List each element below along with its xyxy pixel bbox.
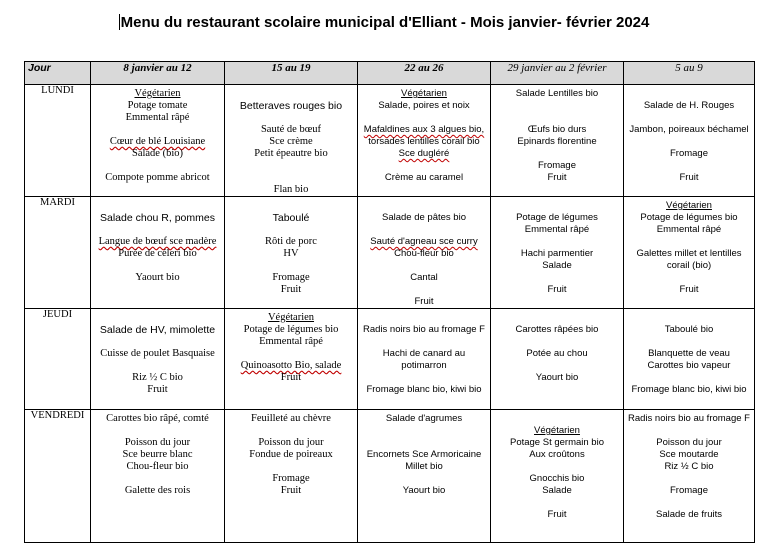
menu-line: Fruit [280, 372, 302, 383]
menu-line: Poisson du jour [656, 437, 722, 448]
menu-line: Salade [542, 485, 572, 496]
menu-line: Potage de légumes bio [243, 324, 339, 335]
menu-line: Potage de légumes bio [640, 212, 738, 223]
menu-line [91, 473, 224, 485]
menu-cell [91, 85, 225, 197]
menu-line: Carottes bio vapeur [647, 360, 731, 371]
menu-line: Galettes millet et lentilles [636, 248, 742, 259]
menu-line: Petit épeautre bio [254, 148, 328, 159]
menu-line: Potage St germain bio [509, 437, 604, 448]
menu-line: Aux croûtons [529, 449, 585, 460]
menu-line [91, 124, 224, 136]
menu-line [624, 336, 754, 348]
menu-line [91, 360, 224, 372]
table-row [25, 309, 755, 410]
menu-line [624, 136, 754, 148]
menu-line: Salade de H. Rouges [643, 100, 735, 111]
menu-line: Salade d'agrumes [385, 413, 463, 424]
menu-line: Fromage [272, 473, 310, 484]
menu-line [358, 160, 490, 172]
menu-line: Fromage blanc bio, kiwi bio [366, 384, 482, 395]
menu-line: Fruit [679, 172, 699, 183]
menu-line: Cœur de blé Louisiane [109, 136, 206, 147]
menu-line: Betteraves rouges bio [239, 100, 343, 112]
menu-cell [358, 85, 491, 197]
menu-line [91, 224, 224, 236]
menu-line: Salade Lentilles bio [515, 88, 599, 99]
menu-cell [358, 197, 491, 309]
menu-line [225, 461, 357, 473]
menu-line: Fondue de poireaux [249, 449, 333, 460]
menu-line [491, 272, 623, 284]
menu-line: Fruit [547, 284, 567, 295]
menu-line [358, 473, 490, 485]
menu-line [624, 497, 754, 509]
menu-line [225, 224, 357, 236]
menu-line [491, 148, 623, 160]
menu-line: Fruit [147, 384, 168, 395]
header-week-1: 8 janvier au 12 [91, 62, 225, 85]
menu-line: Salade, poires et noix [378, 100, 470, 111]
menu-line [358, 284, 490, 296]
menu-line [624, 272, 754, 284]
menu-line [225, 172, 357, 184]
menu-cell [225, 197, 358, 309]
menu-line [91, 312, 224, 324]
table-row [25, 197, 755, 309]
menu-line: Cuisse de poulet Basquaise [100, 348, 215, 359]
menu-line: Emmental râpé [656, 224, 722, 235]
menu-cell [91, 309, 225, 410]
menu-line [225, 112, 357, 124]
menu-line: Flan bio [273, 184, 309, 195]
page-title: Menu du restaurant scolaire municipal d'Elliant - Mois janvier- février 2024 [0, 14, 768, 31]
menu-line [358, 112, 490, 124]
menu-cell [91, 197, 225, 309]
header-jour: Jour [25, 62, 91, 85]
menu-cell [358, 410, 491, 543]
menu-line: Chou-fleur bio [126, 461, 189, 472]
menu-line [624, 312, 754, 324]
menu-line: Salade de fruits [655, 509, 722, 520]
menu-cell [225, 85, 358, 197]
menu-line [624, 236, 754, 248]
menu-line: Emmental râpé [259, 336, 323, 347]
menu-line: Salade (bio) [131, 148, 184, 159]
menu-line [358, 425, 490, 437]
header-week-4: 29 janvier au 2 février [491, 62, 624, 85]
day-label-vendredi: VENDREDI [25, 410, 91, 543]
header-week-3: 22 au 26 [358, 62, 491, 85]
menu-line: corail (bio) [666, 260, 712, 271]
menu-line: Yaourt bio [402, 485, 446, 496]
menu-line: Taboulé [272, 212, 310, 224]
menu-line: Fruit [414, 296, 434, 307]
menu-line: Mafaldines aux 3 algues bio, [363, 124, 485, 135]
menu-line [225, 348, 357, 360]
menu-line: Chou-fleur bio [394, 248, 454, 259]
menu-line [491, 100, 623, 112]
menu-line: Radis noirs bio au fromage F [363, 324, 485, 335]
menu-line: HV [283, 248, 299, 259]
menu-cell [225, 309, 358, 410]
table-row [25, 410, 755, 543]
menu-line: Encornets Sce Armoricaine [366, 449, 482, 460]
menu-line [624, 473, 754, 485]
menu-line: Compote pomme abricot [105, 172, 210, 183]
menu-line [358, 312, 490, 324]
menu-line [91, 425, 224, 437]
menu-line [624, 88, 754, 100]
menu-line [358, 200, 490, 212]
day-label-mardi: MARDI [25, 197, 91, 309]
menu-line: Végétarien [401, 88, 447, 99]
menu-line: Fromage [669, 485, 708, 496]
menu-line [624, 160, 754, 172]
menu-line: Taboulé bio [664, 324, 714, 335]
menu-line [358, 437, 490, 449]
table-row [25, 85, 755, 197]
menu-line: Fruit [280, 284, 302, 295]
menu-line: Jambon, poireaux béchamel [629, 124, 749, 135]
menu-line [491, 413, 623, 425]
menu-line: Galette des rois [124, 485, 191, 496]
menu-line [491, 336, 623, 348]
menu-cell [491, 309, 624, 410]
menu-line: Carottes bio râpé, comté [106, 413, 209, 424]
menu-cell [491, 85, 624, 197]
header-week-2: 15 au 19 [225, 62, 358, 85]
menu-line: Carottes râpées bio [515, 324, 599, 335]
menu-line: Purée de céleri bio [118, 248, 197, 259]
menu-line [491, 497, 623, 509]
menu-cell [358, 309, 491, 410]
menu-line: Salade [542, 260, 572, 271]
menu-line: Feuilleté au chèvre [251, 413, 331, 424]
menu-line: Epinards florentine [517, 136, 597, 147]
menu-line: Végétarien [666, 200, 712, 211]
menu-line: potimarron [401, 360, 447, 371]
menu-line [491, 112, 623, 124]
menu-table [24, 61, 755, 543]
menu-line [225, 160, 357, 172]
menu-line: Emmental râpé [524, 224, 590, 235]
menu-line: Yaourt bio [135, 272, 180, 283]
menu-line: Langue de bœuf sce madère [98, 236, 217, 247]
menu-line: Crème au caramel [384, 172, 464, 183]
menu-line [624, 372, 754, 384]
menu-line: Salade de HV, mimolette [99, 324, 216, 336]
menu-line: Fromage [537, 160, 576, 171]
menu-line: Riz ½ C bio [132, 372, 183, 383]
menu-line [225, 425, 357, 437]
header-row [25, 62, 755, 85]
menu-line [491, 200, 623, 212]
menu-line: Sauté de bœuf [260, 124, 322, 135]
menu-line [225, 200, 357, 212]
menu-line: Fruit [547, 172, 567, 183]
menu-line [624, 425, 754, 437]
menu-cell [491, 410, 624, 543]
menu-line: Hachi parmentier [520, 248, 594, 259]
menu-cell [491, 197, 624, 309]
menu-line: Poisson du jour [258, 437, 324, 448]
menu-line [91, 200, 224, 212]
menu-line: Radis noirs bio au fromage F [628, 413, 750, 424]
menu-line [358, 372, 490, 384]
menu-cell [624, 85, 755, 197]
menu-line: Sce dugléré [398, 148, 450, 159]
menu-line: Emmental râpé [125, 112, 190, 123]
menu-line [358, 224, 490, 236]
menu-line: Cantal [410, 272, 438, 283]
menu-line [491, 461, 623, 473]
menu-line: Sce crème [269, 136, 313, 147]
menu-line [225, 260, 357, 272]
menu-line: Blanquette de veau [648, 348, 730, 359]
menu-line: Fruit [547, 509, 567, 520]
menu-line: Fromage blanc bio, kiwi bio [631, 384, 747, 395]
menu-line: Fruit [679, 284, 699, 295]
menu-line [358, 336, 490, 348]
menu-cell [91, 410, 225, 543]
menu-cell [225, 410, 358, 543]
menu-line: Végétarien [534, 425, 580, 436]
menu-cell [624, 410, 755, 543]
menu-line: Œufs bio durs [527, 124, 587, 135]
menu-line [491, 312, 623, 324]
menu-line: Hachi de canard au [382, 348, 466, 359]
menu-line: Potage de légumes [516, 212, 598, 223]
menu-line [624, 112, 754, 124]
menu-line: Fruit [280, 485, 302, 496]
day-label-jeudi: JEUDI [25, 309, 91, 410]
menu-line: Potage tomate [127, 100, 188, 111]
day-label-lundi: LUNDI [25, 85, 91, 197]
menu-cell [624, 309, 755, 410]
header-week-5: 5 au 9 [624, 62, 755, 85]
menu-line: Gnocchis bio [529, 473, 585, 484]
menu-line: Salade chou R, pommes [100, 212, 215, 224]
menu-line: Quinoasotto Bio, salade [240, 360, 342, 371]
menu-line [491, 236, 623, 248]
menu-line: Végétarien [267, 312, 315, 323]
menu-line: Riz ½ C bio [664, 461, 714, 472]
menu-line: Yaourt bio [535, 372, 579, 383]
menu-line [225, 88, 357, 100]
menu-line [91, 160, 224, 172]
menu-line: Sce moutarde [659, 449, 719, 460]
menu-line [358, 260, 490, 272]
menu-line: Potée au chou [526, 348, 588, 359]
menu-line: Salade de pâtes bio [382, 212, 466, 223]
menu-line: Végétarien [134, 88, 181, 99]
menu-line: torsades lentilles corail bio [368, 136, 480, 147]
menu-line: Rôti de porc [265, 236, 317, 247]
menu-line: Sauté d'agneau sce curry [370, 236, 478, 247]
menu-line: Sce beurre blanc [122, 449, 193, 460]
menu-line: Poisson du jour [124, 437, 191, 448]
menu-line: Millet bio [405, 461, 443, 472]
menu-line [91, 260, 224, 272]
menu-line: Fromage [669, 148, 708, 159]
menu-line [91, 336, 224, 348]
menu-line: Fromage [272, 272, 310, 283]
menu-line [491, 360, 623, 372]
menu-cell [624, 197, 755, 309]
